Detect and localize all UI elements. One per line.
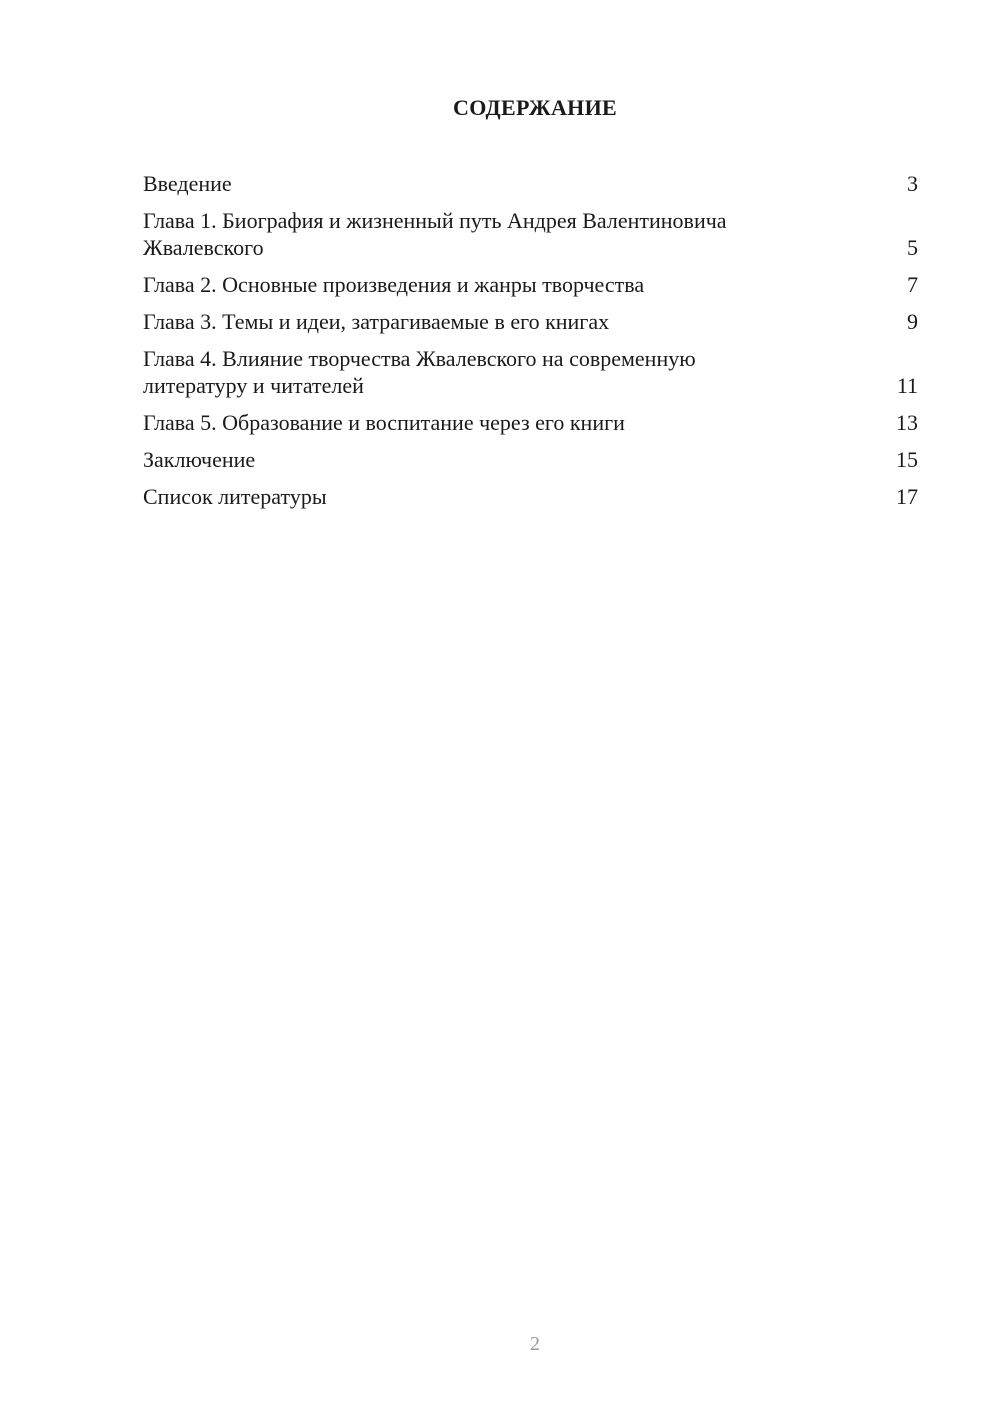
toc-entry-page: 11 (896, 373, 918, 398)
toc-entry-introduction (143, 170, 918, 197)
toc-entry-chapter-1 (143, 207, 918, 261)
toc-entry-page: 17 (896, 484, 918, 509)
toc-entry-text: Глава 1. Биография и жизненный путь Андрея Валентиновича Жвалевского (143, 208, 727, 260)
toc-entry-page: 15 (896, 447, 918, 472)
toc-entry-chapter-3 (143, 308, 918, 335)
toc-entry-text: Список литературы (143, 484, 327, 509)
toc-entry-page: 3 (907, 171, 918, 196)
toc-entry-chapter-2 (143, 271, 918, 298)
table-of-contents (143, 170, 918, 520)
toc-entry-page: 7 (907, 272, 918, 297)
toc-entry-text: Введение (143, 171, 232, 196)
toc-entry-conclusion (143, 446, 918, 473)
toc-entry-text: Глава 3. Темы и идеи, затрагиваемые в его книгах (143, 309, 610, 334)
toc-entry-text: Заключение (143, 447, 256, 472)
toc-title: СОДЕРЖАНИЕ (453, 95, 617, 120)
toc-entry-text: Глава 2. Основные произведения и жанры творчества (143, 272, 645, 297)
toc-entry-page: 5 (907, 235, 918, 260)
toc-entry-page: 13 (896, 410, 918, 435)
toc-entry-chapter-5 (143, 409, 918, 436)
toc-entry-page: 9 (907, 309, 918, 334)
toc-entry-text: Глава 5. Образование и воспитание через его книги (143, 410, 625, 435)
toc-entry-bibliography (143, 483, 918, 510)
toc-entry-text: Глава 4. Влияние творчества Жвалевского на современную литературу и читателей (143, 346, 696, 398)
toc-entry-chapter-4 (143, 345, 918, 399)
page-number: 2 (530, 1333, 540, 1355)
